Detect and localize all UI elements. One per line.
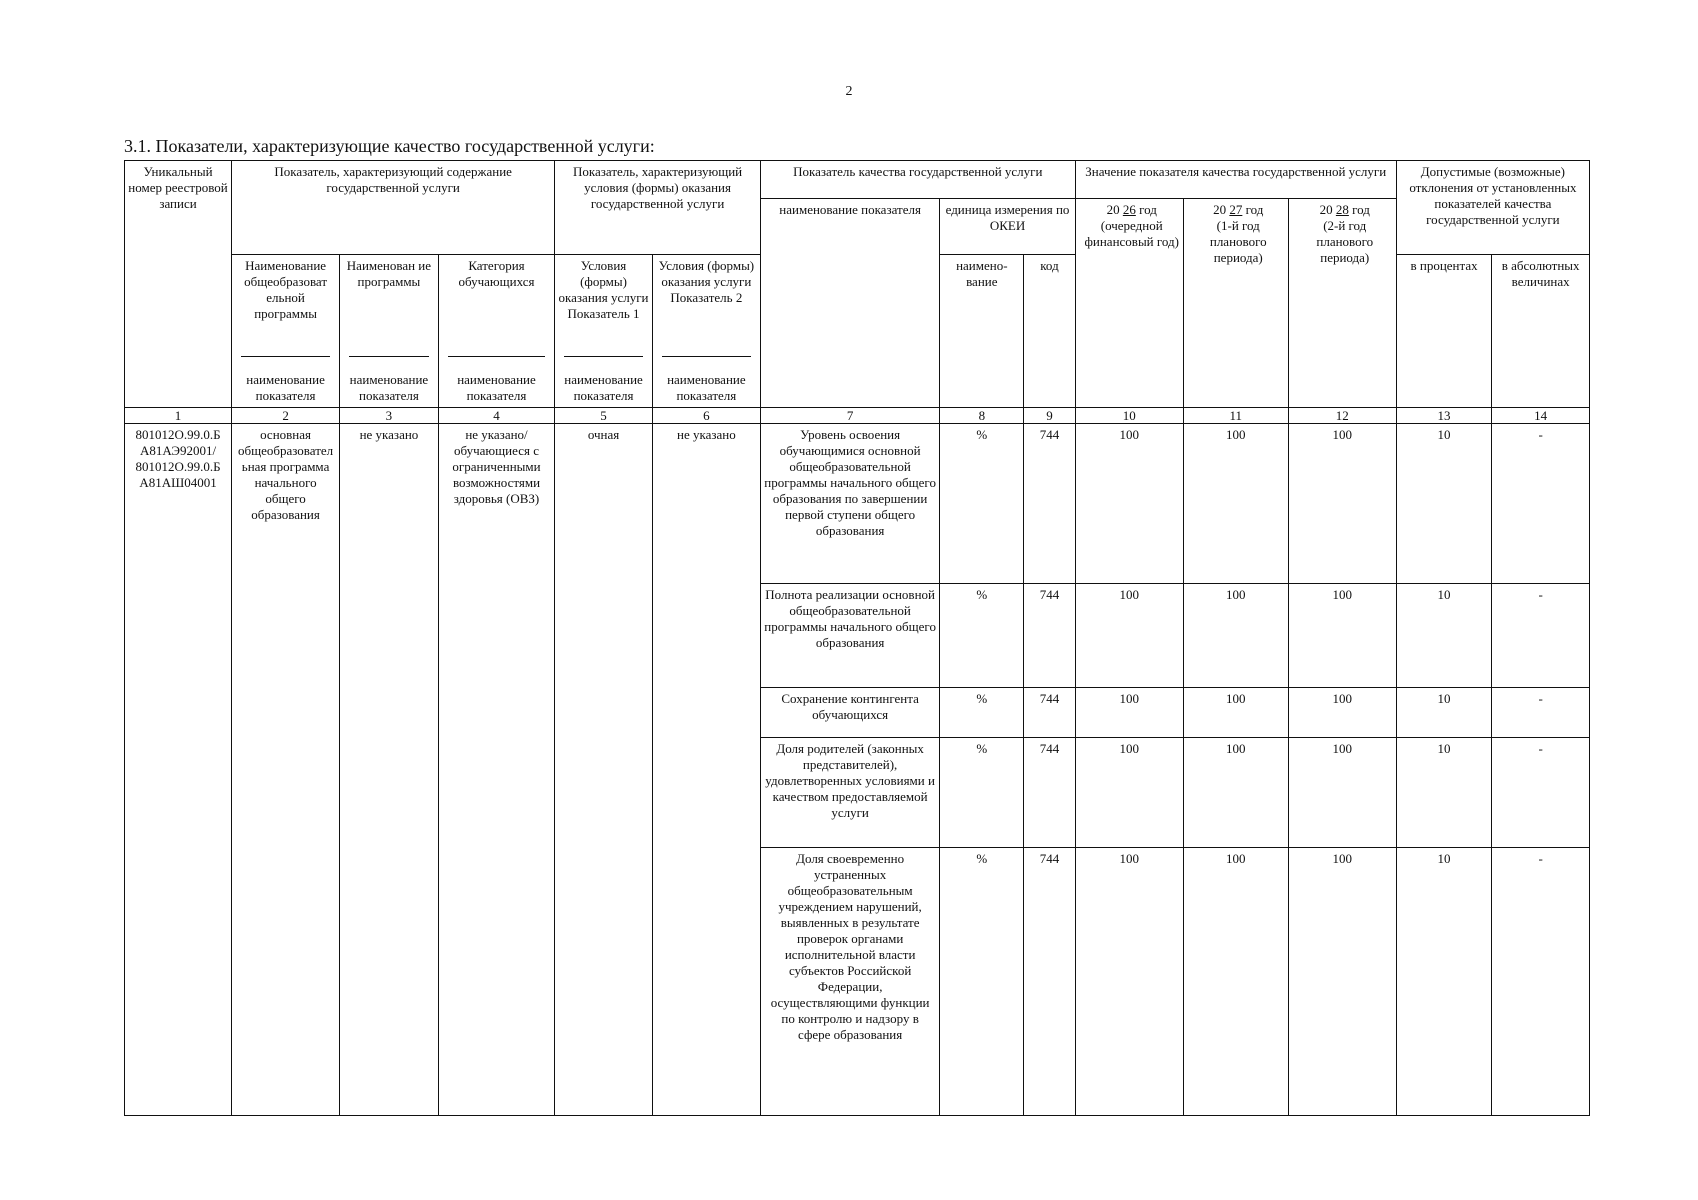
indicator-year-2: 100 [1183,848,1288,1116]
indicator-year-2: 100 [1183,584,1288,688]
header-col6 [652,255,760,408]
col5-subtitle-text: наименование показателя [564,372,643,403]
header-col3 [340,255,439,408]
indicator-name: Доля своевременно устраненных общеобразовательным учреждением нарушений, выявленных в результате проверок органами исполнительной власти субъектов Российской Федерации, осуществляющими функции по контролю и надзору в сфере образования [760,848,939,1116]
header-in-percent: в процентах [1396,255,1491,408]
indicator-year-1: 100 [1075,848,1183,1116]
indicator-code: 744 [1024,688,1075,738]
col5-title: Условия (формы) оказания услуги Показатель 1 [558,258,649,321]
year-3-suffix: год [1352,202,1370,217]
header-year-3 [1288,199,1396,408]
year-3-note: (2-й год планового периода) [1316,218,1374,265]
year-1-value: 26 [1122,202,1136,217]
column-number: 5 [555,408,653,424]
column-number: 3 [340,408,439,424]
year-3-prefix: 20 [1319,202,1333,217]
indicator-code: 744 [1024,424,1075,584]
indicator-year-1: 100 [1075,424,1183,584]
col4-subtitle-text: наименование показателя [457,372,536,403]
quality-indicators-table [124,160,1590,1116]
col4-title: Категория обучающихся [458,258,535,289]
year-1-suffix: год [1139,202,1157,217]
year-1-prefix: 20 [1106,202,1120,217]
indicator-year-2: 100 [1183,688,1288,738]
header-okei-name: наимено-вание [940,255,1024,408]
indicator-year-2: 100 [1183,424,1288,584]
column-number: 10 [1075,408,1183,424]
indicator-code: 744 [1024,584,1075,688]
header-unique-number: Уникальный номер реестровой записи [125,161,232,408]
indicator-code: 744 [1024,848,1075,1116]
indicator-year-3: 100 [1288,688,1396,738]
col6-title: Условия (формы) оказания услуги Показатель 2 [658,258,755,305]
year-2-suffix: год [1245,202,1264,217]
header-row-groups [125,161,1590,199]
header-okei-unit: единица измерения по ОКЕИ [940,199,1075,255]
record-program: основная общеобразовател ьная программа начального общего образования [232,424,340,1116]
record-category: не указано/ обучающиеся с ограниченными возможностями здоровья (ОВЗ) [438,424,554,1116]
column-number: 11 [1183,408,1288,424]
column-number: 4 [438,408,554,424]
header-col2 [232,255,340,408]
indicator-name: Полнота реализации основной общеобразовательной программы начального общего образования [760,584,939,688]
indicator-name: Доля родителей (законных представителей), удовлетворенных условиями и качеством предоставляемой услуги [760,738,939,848]
year-2-prefix: 20 [1213,202,1227,217]
col3-subtitle [343,356,435,404]
indicator-year-3: 100 [1288,738,1396,848]
indicator-percent: 10 [1396,424,1491,584]
column-number: 14 [1492,408,1590,424]
column-number: 1 [125,408,232,424]
record-unique-number: 801012О.99.0.Б А81АЭ92001/ 801012О.99.0.Б А81АШ04001 [125,424,232,1116]
col6-subtitle [656,356,757,404]
header-indicator-name: наименование показателя [760,199,939,408]
header-okei-code: код [1024,255,1075,408]
record-program-name: не указано [340,424,439,1116]
indicator-name: Уровень освоения обучающимися основной общеобразовательной программы начального общего образования по завершении первой ступени общего образования [760,424,939,584]
column-numbers-row [125,408,1590,424]
col6-subtitle-text: наименование показателя [667,372,746,403]
col2-subtitle-text: наименование показателя [246,372,325,403]
indicator-absolute: - [1492,738,1590,848]
header-content-group: Показатель, характеризующий содержание государственной услуги [232,161,555,255]
header-col5 [555,255,653,408]
col4-subtitle [442,356,551,404]
indicator-unit: % [940,848,1024,1116]
indicator-unit: % [940,688,1024,738]
year-1-note: (очередной финансовый год) [1084,218,1179,249]
header-col4 [438,255,554,408]
header-conditions-group: Показатель, характеризующий условия (формы) оказания государственной услуги [555,161,761,255]
col2-title: Наименование общеобразоват ельной программы [244,258,328,321]
table-row [125,424,1590,584]
indicator-year-1: 100 [1075,738,1183,848]
record-condition-2: не указано [652,424,760,1116]
indicator-unit: % [940,424,1024,584]
section-title: 3.1. Показатели, характеризующие качество государственной услуги: [124,136,655,156]
header-year-1 [1075,199,1183,408]
column-number: 7 [760,408,939,424]
column-number: 8 [940,408,1024,424]
indicator-year-3: 100 [1288,424,1396,584]
year-2-note: (1-й год планового периода) [1209,218,1267,265]
header-value-group: Значение показателя качества государственной услуги [1075,161,1396,199]
column-number: 2 [232,408,340,424]
year-3-value: 28 [1335,202,1349,217]
header-quality-group: Показатель качества государственной услуги [760,161,1075,199]
indicator-year-3: 100 [1288,848,1396,1116]
header-in-absolute: в абсолютных величинах [1492,255,1590,408]
column-number: 13 [1396,408,1491,424]
col3-title: Наименован ие программы [346,258,432,289]
indicator-absolute: - [1492,848,1590,1116]
col3-subtitle-text: наименование показателя [349,372,429,403]
indicator-absolute: - [1492,688,1590,738]
indicator-absolute: - [1492,424,1590,584]
indicator-percent: 10 [1396,848,1491,1116]
header-year-2 [1183,199,1288,408]
header-deviation-group: Допустимые (возможные) отклонения от установленных показателей качества государственной услуги [1396,161,1589,255]
indicator-year-1: 100 [1075,584,1183,688]
indicator-year-3: 100 [1288,584,1396,688]
indicator-percent: 10 [1396,688,1491,738]
column-number: 6 [652,408,760,424]
page-number: 2 [845,84,853,99]
column-number: 12 [1288,408,1396,424]
indicator-unit: % [940,584,1024,688]
indicator-year-1: 100 [1075,688,1183,738]
indicator-code: 744 [1024,738,1075,848]
indicator-name: Сохранение контингента обучающихся [760,688,939,738]
indicator-percent: 10 [1396,738,1491,848]
col5-subtitle [558,356,649,404]
column-number: 9 [1024,408,1075,424]
indicator-year-2: 100 [1183,738,1288,848]
indicator-unit: % [940,738,1024,848]
indicator-percent: 10 [1396,584,1491,688]
col2-subtitle [235,356,336,404]
year-2-value: 27 [1229,202,1243,217]
record-condition-1: очная [555,424,653,1116]
indicator-absolute: - [1492,584,1590,688]
